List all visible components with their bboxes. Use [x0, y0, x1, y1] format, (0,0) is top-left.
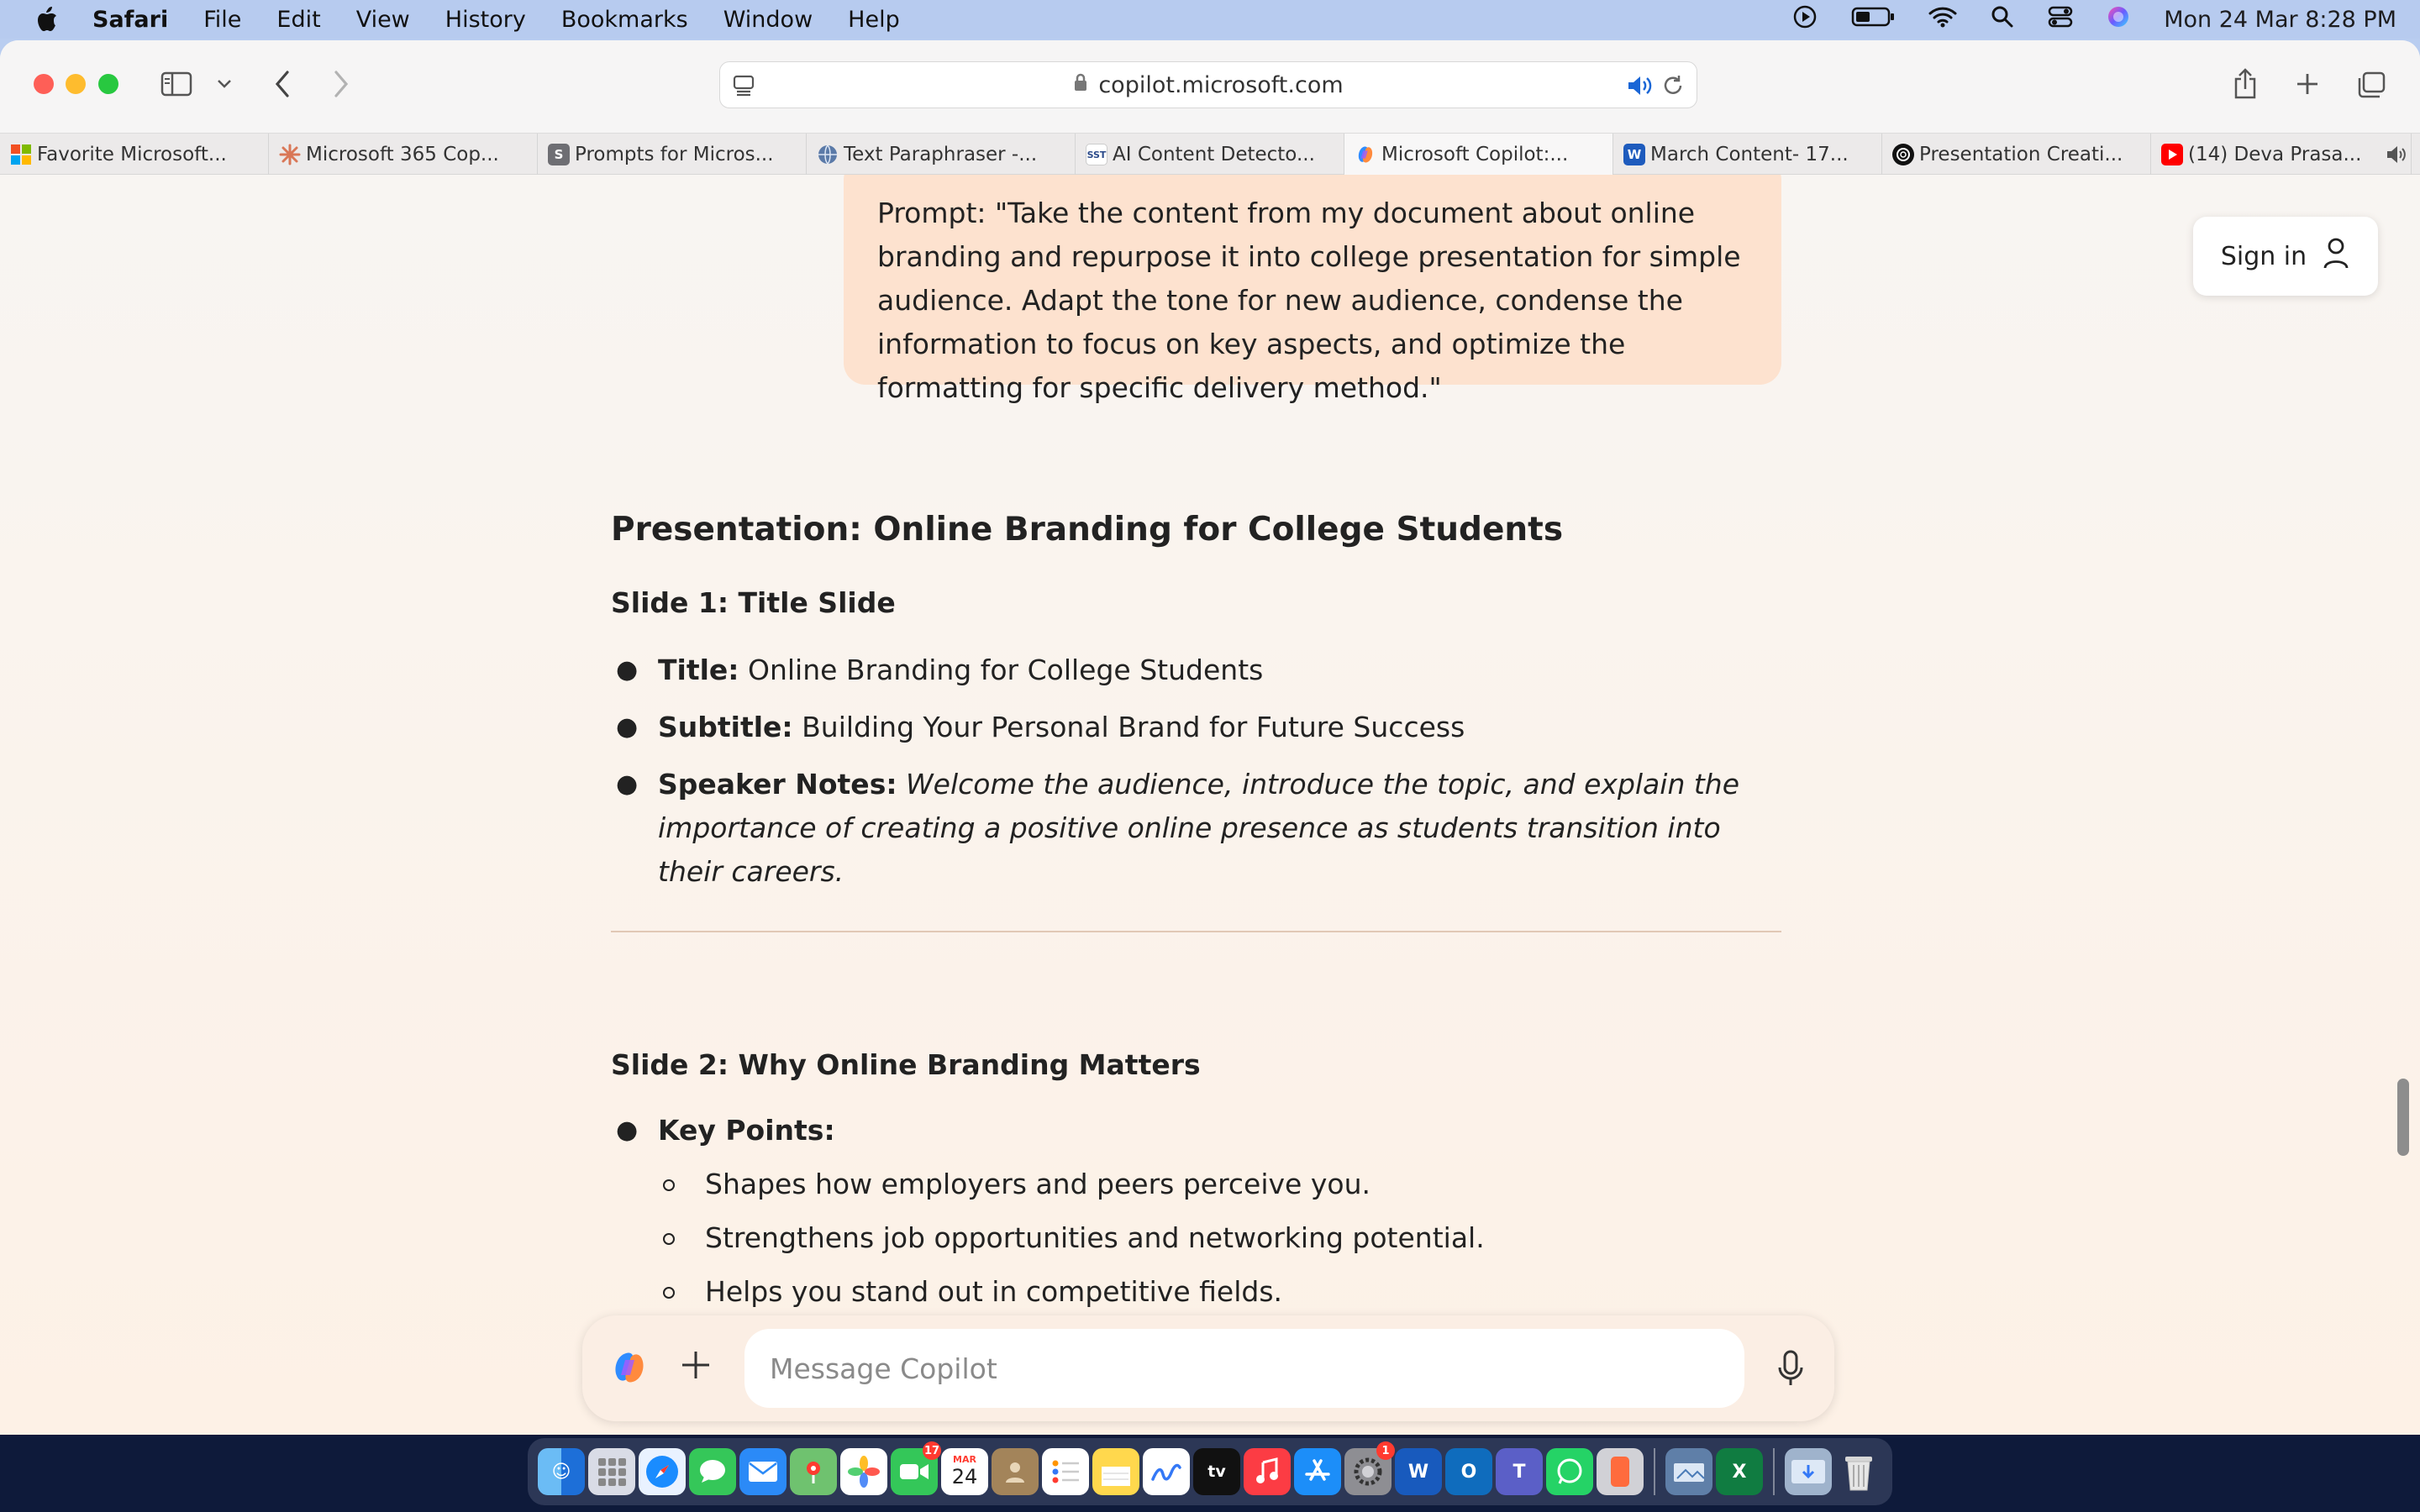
menubar-clock[interactable]: Mon 24 Mar 8:28 PM	[2164, 6, 2396, 33]
message-input[interactable]	[744, 1329, 1744, 1408]
tab-favorite-microsoft[interactable]	[0, 134, 269, 176]
globe-icon	[817, 144, 839, 165]
slide2-heading: Slide 2: Why Online Branding Matters	[611, 1048, 1201, 1081]
user-profile-icon	[2322, 236, 2350, 276]
slide1-heading: Slide 1: Title Slide	[611, 586, 896, 619]
safari-icon[interactable]	[639, 1448, 686, 1495]
menu-file[interactable]: File	[203, 6, 242, 33]
apple-menu-icon[interactable]	[0, 5, 92, 34]
item-label: Title:	[658, 654, 739, 686]
item-label: Subtitle:	[658, 711, 793, 743]
calendar-icon[interactable]	[941, 1448, 988, 1495]
menu-history[interactable]: History	[445, 6, 526, 33]
item-value: Welcome the audience, introduce the topic, and explain the importance of creating a positive online presence as students transition into their careers.	[658, 768, 1740, 888]
url-text[interactable]: copilot.microsoft.com	[1098, 71, 1344, 98]
facetime-icon[interactable]	[891, 1444, 940, 1495]
lock-icon	[1073, 72, 1088, 97]
menu-edit[interactable]: Edit	[276, 6, 321, 33]
tab-prompts-for-microsoft[interactable]	[538, 134, 807, 176]
spotlight-search-icon[interactable]	[1991, 5, 2014, 34]
tab-march-content[interactable]	[1613, 134, 1882, 176]
settings-badge: 1	[1376, 1441, 1395, 1460]
sign-in-button[interactable]	[2193, 217, 2378, 296]
browser-window	[0, 40, 2420, 1435]
battery-icon[interactable]	[1851, 6, 1895, 34]
contacts-icon[interactable]	[992, 1448, 1039, 1495]
apple-tv-icon[interactable]: tv	[1193, 1448, 1240, 1495]
sign-in-label: Sign in	[2220, 241, 2307, 271]
iphone-mirroring-icon[interactable]	[1597, 1448, 1644, 1495]
maps-icon[interactable]	[790, 1448, 837, 1495]
zoom-window-button[interactable]	[98, 74, 118, 94]
new-tab-plus-icon[interactable]	[2292, 69, 2323, 99]
sidebar-toggle-icon[interactable]	[160, 69, 193, 99]
microsoft-teams-icon[interactable]: T	[1496, 1448, 1543, 1495]
minimize-window-button[interactable]	[66, 74, 86, 94]
list-item	[611, 1109, 1781, 1152]
user-message-bubble	[844, 175, 1781, 404]
forward-arrow-icon[interactable]	[326, 67, 356, 101]
bullet-icon: ●	[616, 1116, 639, 1145]
microsoft-outlook-icon[interactable]: O	[1445, 1448, 1492, 1495]
copilot-logo-icon[interactable]	[609, 1347, 650, 1388]
bullet-icon: ●	[616, 769, 639, 799]
claude-star-icon	[279, 144, 301, 165]
tab-youtube[interactable]	[2151, 134, 2412, 176]
tab-label: Microsoft Copilot:...	[1381, 144, 1569, 165]
circle-bullet-icon	[663, 1287, 675, 1299]
dock-separator	[1773, 1448, 1775, 1495]
play-circle-icon[interactable]	[1792, 4, 1818, 35]
tab-ai-content-detector[interactable]	[1076, 134, 1344, 176]
sub-item-text: Strengthens job opportunities and networking potential.	[705, 1221, 1485, 1254]
mail-icon[interactable]	[739, 1448, 786, 1495]
item-value: Building Your Personal Brand for Future Success	[802, 711, 1465, 743]
tab-label: Text Paraphraser -...	[844, 144, 1038, 165]
finder-icon[interactable]: ☺	[538, 1448, 585, 1495]
word-icon: W	[1623, 144, 1645, 165]
reminders-icon[interactable]	[1042, 1448, 1089, 1495]
share-icon[interactable]	[2230, 66, 2260, 102]
app-store-icon[interactable]	[1294, 1448, 1341, 1495]
system-settings-icon[interactable]	[1344, 1444, 1392, 1495]
sub-item-text: Helps you stand out in competitive fields.	[705, 1275, 1283, 1308]
sub-item-text: Shapes how employers and peers perceive you.	[705, 1168, 1370, 1200]
tab-label: Prompts for Micros...	[575, 144, 774, 165]
circle-bullet-icon	[663, 1179, 675, 1191]
menu-bar	[0, 0, 2420, 39]
tab-label: Favorite Microsoft...	[37, 144, 227, 165]
response-title: Presentation: Online Branding for College Students	[611, 511, 1564, 549]
preview-icon[interactable]	[1665, 1448, 1712, 1495]
calendar-day: 24	[951, 1465, 978, 1488]
page-menu-icon[interactable]	[732, 74, 755, 103]
tab-microsoft-365-copilot[interactable]	[269, 134, 538, 176]
add-attachment-button[interactable]	[675, 1344, 717, 1391]
list-item	[611, 706, 1781, 749]
copilot-page	[0, 175, 2420, 1435]
launchpad-icon[interactable]	[588, 1448, 635, 1495]
tab-overview-icon[interactable]	[2354, 69, 2388, 101]
menu-window[interactable]: Window	[723, 6, 813, 33]
notes-icon[interactable]	[1092, 1448, 1139, 1495]
circle-bullet-icon	[663, 1233, 675, 1245]
address-bar[interactable]	[719, 61, 1697, 108]
item-value: Online Branding for College Students	[748, 654, 1264, 686]
sst-icon: SST	[1086, 144, 1107, 165]
wifi-icon[interactable]	[1928, 6, 1957, 34]
freeform-icon[interactable]	[1143, 1448, 1190, 1495]
calendar-month: MAR	[953, 1454, 976, 1465]
microsoft-excel-icon[interactable]: X	[1716, 1448, 1763, 1495]
openai-icon	[1892, 144, 1914, 165]
tab-microsoft-copilot[interactable]	[1344, 134, 1613, 176]
microsoft-word-icon[interactable]: W	[1395, 1448, 1442, 1495]
chevron-down-icon[interactable]	[214, 74, 234, 94]
siri-icon[interactable]	[2107, 5, 2130, 34]
item-label: Speaker Notes:	[658, 768, 897, 801]
tab-label: Presentation Creati...	[1919, 144, 2123, 165]
browser-toolbar	[0, 40, 2420, 133]
tab-label: (14) Deva Prasa...	[2188, 144, 2362, 165]
user-prompt-text: Prompt: "Take the content from my document about online branding and repurpose it into college presentation for simple audience. Adapt the tone for new audience, condense the information to focus on key aspects, and optimize the formatting for specific delivery method."	[877, 197, 1741, 404]
menu-view[interactable]: View	[355, 6, 410, 33]
music-icon[interactable]	[1244, 1448, 1291, 1495]
scrollbar-thumb[interactable]	[2397, 1079, 2409, 1156]
tab-audio-icon[interactable]	[2386, 144, 2407, 170]
dock	[528, 1438, 1892, 1505]
tab-presentation-creation[interactable]	[1882, 134, 2151, 176]
downloads-folder-icon[interactable]	[1785, 1448, 1832, 1495]
message-composer	[582, 1315, 1834, 1421]
tab-text-paraphraser[interactable]	[807, 134, 1076, 176]
microphone-icon[interactable]	[1767, 1346, 1814, 1393]
whatsapp-icon[interactable]	[1546, 1448, 1593, 1495]
copilot-icon	[1355, 144, 1376, 165]
microsoft-logo-icon	[10, 144, 32, 165]
audio-playing-icon[interactable]	[1626, 74, 1653, 103]
menu-help[interactable]: Help	[848, 6, 900, 33]
dock-separator	[1654, 1448, 1655, 1495]
bullet-icon: ●	[616, 655, 639, 685]
reload-icon[interactable]	[1661, 74, 1685, 103]
list-item	[611, 763, 1781, 894]
tab-label: March Content- 17...	[1650, 144, 1849, 165]
tab-bar	[0, 133, 2420, 175]
s-letter-icon: S	[548, 144, 570, 165]
control-center-icon[interactable]	[2048, 5, 2073, 34]
tab-label: Microsoft 365 Cop...	[306, 144, 499, 165]
youtube-icon	[2161, 144, 2183, 165]
menu-app-name[interactable]: Safari	[92, 6, 169, 33]
list-item	[611, 648, 1781, 692]
menu-bookmarks[interactable]: Bookmarks	[560, 6, 688, 33]
back-arrow-icon[interactable]	[267, 67, 297, 101]
trash-icon[interactable]	[1835, 1448, 1882, 1495]
bullet-icon: ●	[616, 712, 639, 742]
item-label: Key Points:	[658, 1114, 835, 1147]
facetime-badge: 17	[923, 1441, 941, 1460]
close-window-button[interactable]	[34, 74, 54, 94]
section-divider	[611, 931, 1781, 932]
photos-icon[interactable]	[840, 1448, 887, 1495]
tab-label: AI Content Detecto...	[1113, 144, 1315, 165]
messages-icon[interactable]	[689, 1448, 736, 1495]
